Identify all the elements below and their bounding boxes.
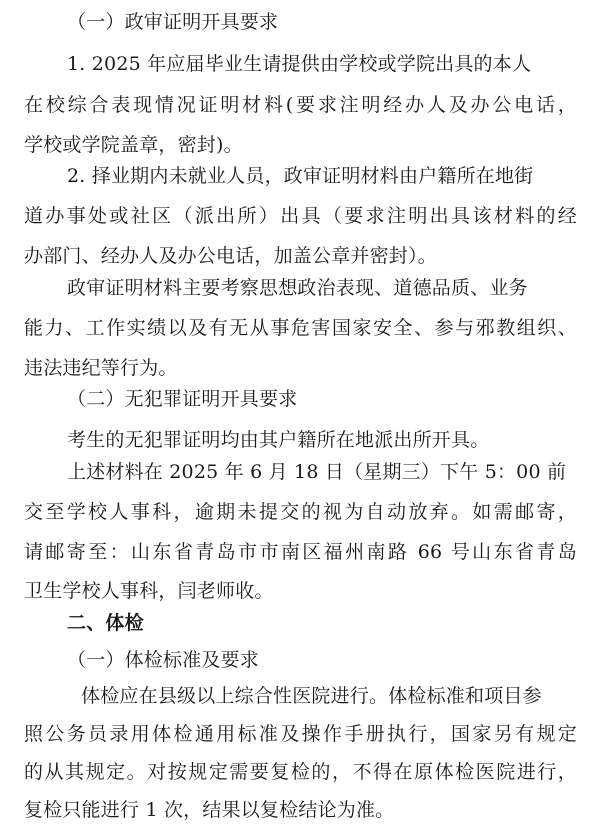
paragraph-line: 的从其规定。对按规定需要复检的，不得在原体检医院进行， <box>24 761 577 783</box>
paragraph-line: 政审证明材料主要考察思想政治表现、道德品质、业务 <box>67 277 528 299</box>
paragraph-line: 能力、工作实绩以及有无从事危害国家安全、参与邪教组织、 <box>24 317 577 339</box>
paragraph-line: 考生的无犯罪证明均由其户籍所在地派出所开具。 <box>67 429 490 451</box>
paragraph-line: 2. 择业期内未就业人员，政审证明材料由户籍所在地街 <box>67 165 534 187</box>
heading-physical-exam: 二、体检 <box>67 612 144 634</box>
paragraph-line: 1. 2025 年应届毕业生请提供由学校或学院出具的本人 <box>67 53 532 75</box>
paragraph-line: 复检只能进行 1 次，结果以复检结论为准。 <box>24 799 395 821</box>
heading-no-crime: （二）无犯罪证明开具要求 <box>67 388 298 410</box>
paragraph-line: 卫生学校人事科，闫老师收。 <box>24 580 274 602</box>
paragraph-line: 办部门、经办人及办公电话，加盖公章并密封）。 <box>24 245 437 267</box>
paragraph-line: 道办事处或社区（派出所）出具（要求注明出具该材料的经 <box>24 205 577 227</box>
paragraph-line: 学校或学院盖章，密封)。 <box>24 134 243 156</box>
paragraph-line: 违法违纪等行为。 <box>24 357 178 379</box>
paragraph-line: 请邮寄至：山东省青岛市市南区福州南路 66 号山东省青岛 <box>24 541 577 563</box>
paragraph-line: 上述材料在 2025 年 6 月 18 日（星期三）下午 5：00 前 <box>67 461 567 483</box>
heading-political-review: （一）政审证明开具要求 <box>67 11 279 33</box>
heading-physical-standard: （一）体检标准及要求 <box>67 649 260 671</box>
paragraph-line: 照公务员录用体检通用标准及操作手册执行，国家另有规定 <box>24 723 577 745</box>
paragraph-line: 体检应在县级以上综合性医院进行。体检标准和项目参 <box>81 685 542 707</box>
paragraph-line: 交至学校人事科，逾期未提交的视为自动放弃。如需邮寄， <box>24 501 577 523</box>
paragraph-line: 在校综合表现情况证明材料(要求注明经办人及办公电话， <box>24 94 577 116</box>
